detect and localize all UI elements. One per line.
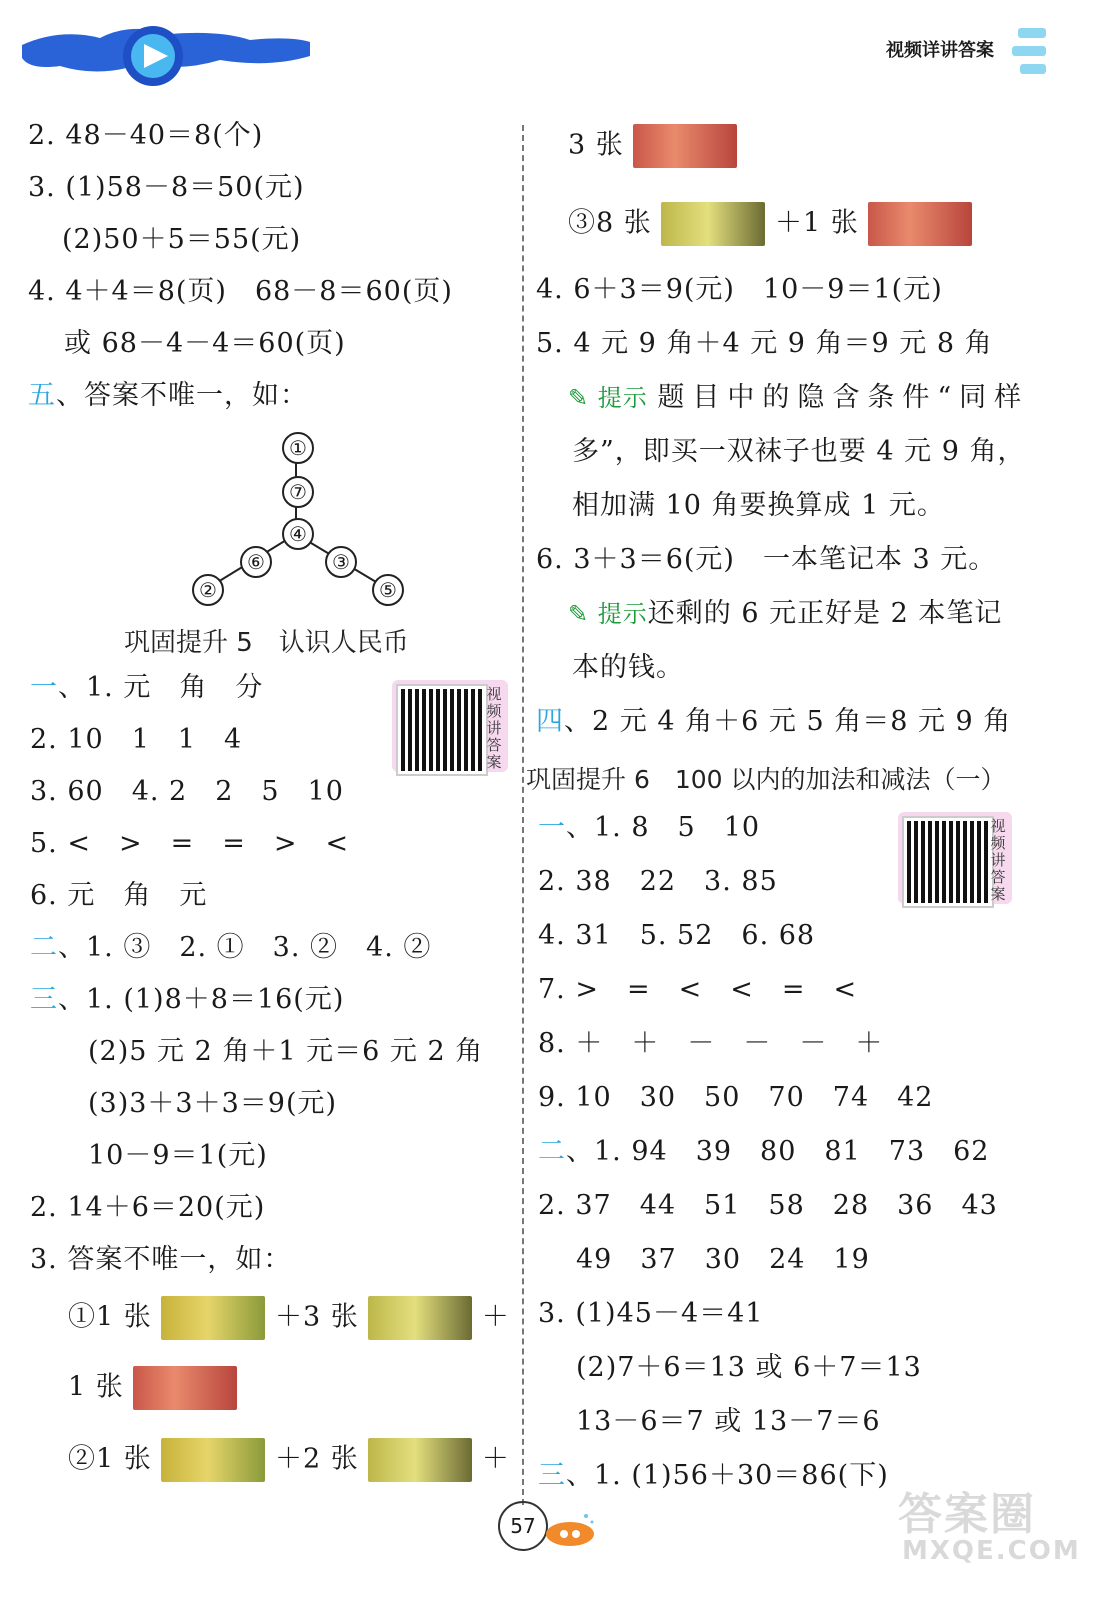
line-text: 还剩的 6 元正好是 2 本笔记 [647,598,1003,629]
left-line-s8: (2)5 元 2 角＋1 元＝6 元 2 角 [88,1036,484,1067]
left-line-s7 [30,984,344,1016]
line-text: ②1 张 [68,1443,152,1475]
line-text: ＋3 张 [274,1301,359,1333]
section-marker: 四 [536,706,564,737]
diagram-node: ① [282,432,314,464]
line-text: ＋ [481,1443,510,1475]
header-banner [20,20,312,78]
left-line-s12: 3. 答案不唯一，如： [30,1244,292,1275]
right-line-8: 6. 3＋3＝6(元) 一本笔记本 3 元。 [536,544,997,575]
line-text: 、答案不唯一，如： [56,380,308,411]
section-marker: 二 [538,1136,566,1167]
right-line-5 [568,382,1029,414]
right-line-t10: 3. (1)45－4＝41 [538,1298,764,1329]
header-corner-icon [1010,20,1050,82]
line-text: 题目中的隐含条件“同样 [657,382,1030,413]
right-line-10: 本的钱。 [572,652,684,683]
line-text: ＋2 张 [274,1443,359,1475]
qr-note: 视频讲答案 [486,685,502,771]
right-line-1 [568,124,737,168]
left-line-5: 或 68－4－4＝60(页) [64,328,346,359]
submarine-icon [540,1510,604,1550]
left-line-s14 [68,1366,237,1410]
section-marker: 二 [30,932,58,963]
left-line-2: 3. (1)58－8＝50(元) [28,172,305,203]
page-number: 57 [498,1501,548,1551]
line-text: 3 张 [568,129,624,161]
five-jiao-bill-image [633,124,737,168]
section-title-6: 巩固提升 6 100 以内的加法和减法（一） [526,765,1006,794]
right-line-t3: 4. 31 5. 52 6. 68 [538,920,816,951]
line-text: ＋1 张 [774,207,859,239]
tip-text: 提示 [597,384,648,412]
right-line-t6: 9. 10 30 50 70 74 42 [538,1082,934,1113]
left-line-s1 [30,672,263,704]
diagram-node: ④ [282,518,314,550]
left-line-s15 [68,1438,510,1482]
right-line-t5: 8. ＋ ＋ － － － ＋ [538,1028,884,1059]
left-line-s2: 2. 10 1 1 4 [30,724,243,755]
left-line-s6 [30,932,431,964]
line-text: ＋ [481,1301,510,1333]
line-text: 1 张 [68,1371,124,1403]
right-line-4: 5. 4 元 9 角＋4 元 9 角＝9 元 8 角 [536,328,993,359]
section-title-5: 巩固提升 5 认识人民币 [124,628,409,658]
left-line-s3: 3. 60 4. 2 2 5 10 [30,776,344,807]
left-line-s4: 5. < > = = > < [30,828,350,859]
left-line-s10: 10－9＝1(元) [88,1140,268,1171]
line-text: ③8 张 [568,207,652,239]
header-label: 视频详讲答案 [886,40,994,61]
right-line-t12: 13－6＝7 或 13－7＝6 [576,1406,881,1437]
header-wave-graphic [20,20,312,90]
right-line-t1 [538,812,760,844]
diagram-node: ② [192,574,224,606]
line-text: ①1 张 [68,1301,152,1333]
qr-note: 视频讲答案 [990,817,1006,903]
qr-code-icon[interactable] [398,686,486,774]
right-line-11 [536,706,1011,738]
right-line-6: 多”，即买一双袜子也要 4 元 9 角， [572,436,1026,467]
diagram-node: ⑤ [372,574,404,606]
left-line-3: (2)50＋5＝55(元) [62,224,302,255]
left-line-s5: 6. 元 角 元 [30,880,208,911]
one-yuan-bill-image [161,1296,265,1340]
right-line-9 [568,598,1002,630]
right-line-t7 [538,1136,989,1168]
five-jiao-bill-image [133,1366,237,1410]
right-line-t4: 7. > = < < = < [538,974,858,1005]
left-line-s9: (3)3＋3＋3＝9(元) [88,1088,338,1119]
line-text: 、1. 元 角 分 [58,672,264,703]
watermark-logo: 答案圈 [898,1489,1036,1540]
right-line-t9: 49 37 30 24 19 [576,1244,870,1275]
one-yuan-bill-image [161,1438,265,1482]
right-line-t2: 2. 38 22 3. 85 [538,866,778,897]
section-marker: 三 [538,1460,566,1491]
diagram-node: ⑥ [240,546,272,578]
line-text: 、1. ③ 2. ① 3. ② 4. ② [58,932,432,963]
left-line-4: 4. 4＋4＝8(页) 68－8＝60(页) [28,276,453,307]
tip-label: ✎ 提示 [568,600,648,628]
line-text: 、1. (1)56＋30＝86(下) [566,1460,889,1491]
column-divider [522,125,524,1505]
ten-jiao-bill-image [661,202,765,246]
qr-code-icon[interactable] [904,818,992,906]
right-line-t8: 2. 37 44 51 58 28 36 43 [538,1190,998,1221]
diagram-node: ③ [325,546,357,578]
diagram-node: ⑦ [282,476,314,508]
section-marker: 三 [30,984,58,1015]
left-line-1: 2. 48－40＝8(个) [28,120,264,151]
line-text: 、1. 8 5 10 [566,812,761,843]
tip-text: 提示 [597,600,648,628]
line-text: 、1. 94 39 80 81 73 62 [566,1136,990,1167]
right-line-3: 4. 6＋3＝9(元) 10－9＝1(元) [536,274,943,305]
section-marker: 一 [30,672,58,703]
right-line-2 [568,202,972,246]
ten-jiao-bill-image [368,1296,472,1340]
five-jiao-bill-image [868,202,972,246]
line-text: 、2 元 4 角＋6 元 5 角＝8 元 9 角 [564,706,1012,737]
right-line-t11: (2)7＋6＝13 或 6＋7＝13 [576,1352,922,1383]
right-line-t13 [538,1460,889,1492]
ten-jiao-bill-image [368,1438,472,1482]
left-line-6 [28,380,308,412]
left-line-s11: 2. 14＋6＝20(元) [30,1192,266,1223]
tip-label: ✎ 提示 [568,384,648,412]
section-marker: 一 [538,812,566,843]
left-line-s13 [68,1296,510,1346]
section-marker: 五 [28,380,56,411]
line-text: 、1. (1)8＋8＝16(元) [58,984,345,1015]
watermark-url: MXQE.COM [902,1536,1081,1566]
right-line-7: 相加满 10 角要换算成 1 元。 [572,490,945,521]
